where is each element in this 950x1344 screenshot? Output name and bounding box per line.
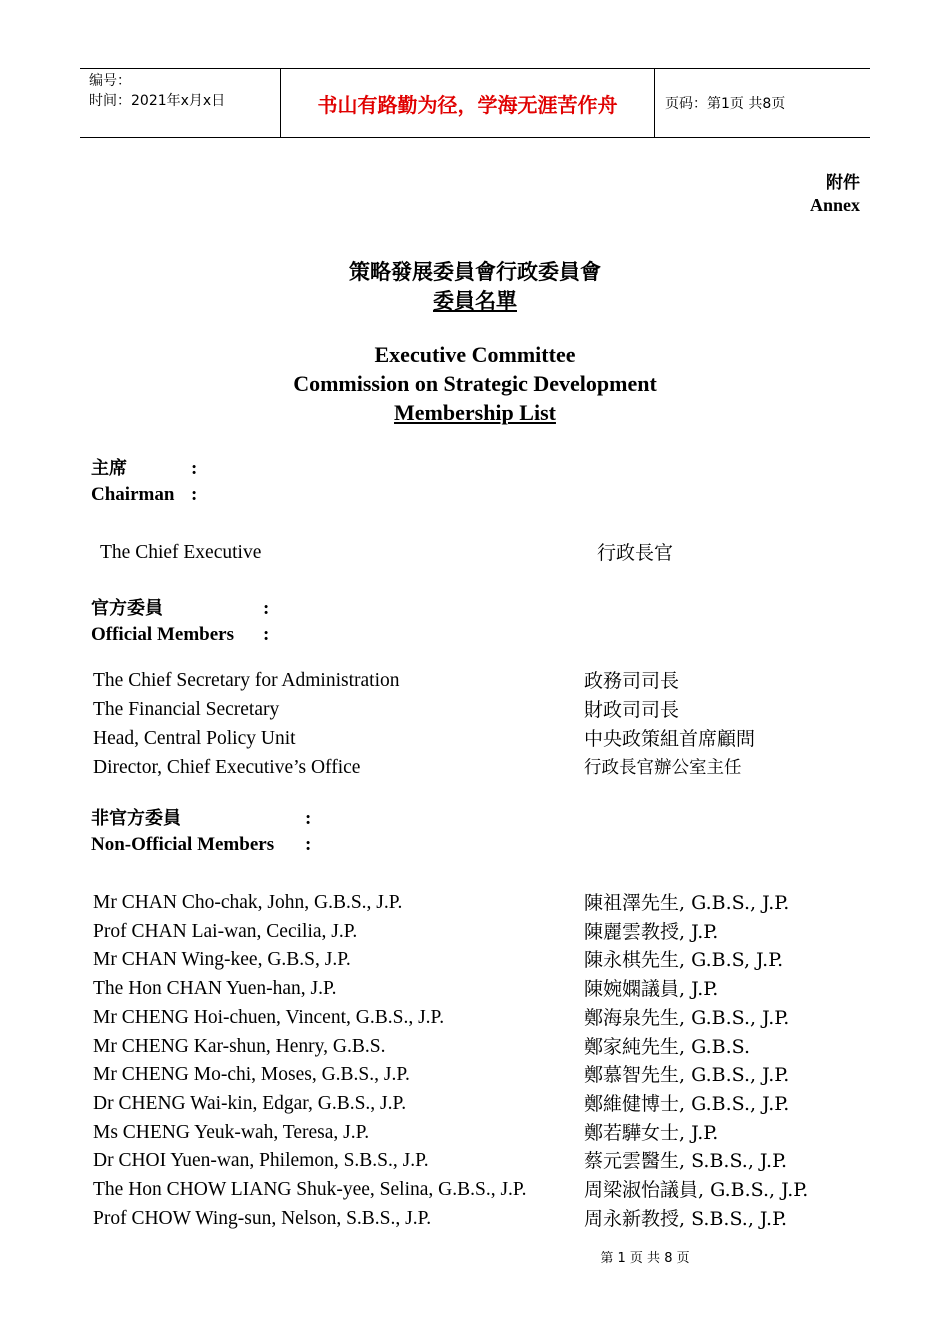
non-official-colon-en: : xyxy=(305,834,312,855)
header-meta-cell xyxy=(80,69,281,137)
header-motto: 书山有路勤为径，学海无涯苦作舟 xyxy=(281,69,655,137)
english-title-line3: Membership List xyxy=(394,400,556,425)
non-official-member-cn: 陳永棋先生, G.B.S, J.P. xyxy=(584,949,784,972)
official-colon-en: : xyxy=(263,624,270,645)
document-number-label: 编号： xyxy=(89,73,131,89)
non-official-member-en: Dr CHENG Wai-kin, Edgar, G.B.S., J.P. xyxy=(93,1092,407,1114)
non-official-member-cn: 鄭家純先生, G.B.S. xyxy=(584,1035,750,1058)
chairman-colon-cn: : xyxy=(191,458,198,479)
non-official-member-en: Prof CHOW Wing-sun, Nelson, S.B.S., J.P. xyxy=(93,1207,432,1229)
chairman-colon-en: : xyxy=(191,484,198,505)
non-official-member-en: Mr CHAN Wing-kee, G.B.S, J.P. xyxy=(93,949,351,971)
non-official-colon-cn: : xyxy=(305,808,312,829)
non-official-member-en: The Hon CHAN Yuen-han, J.P. xyxy=(93,978,337,1000)
non-official-member-cn: 鄭若驊女士, J.P. xyxy=(584,1121,719,1144)
non-official-member-cn: 陳麗雲教授, J.P. xyxy=(584,920,719,943)
official-member-en: Head, Central Policy Unit xyxy=(93,728,296,749)
chinese-title-line1: 策略發展委員會行政委員會 xyxy=(349,260,601,284)
official-heading xyxy=(91,596,270,648)
page-footer: 第 1 页 共 8 页 xyxy=(600,1251,690,1266)
official-member-cn: 中央政策組首席顧問 xyxy=(584,728,756,750)
official-label-en: Official Members xyxy=(91,624,234,645)
non-official-member-en: Mr CHENG Kar-shun, Henry, G.B.S. xyxy=(93,1035,386,1057)
official-member-en: The Chief Secretary for Administration xyxy=(93,670,400,691)
non-official-member-cn: 鄭慕智先生, G.B.S., J.P. xyxy=(584,1064,790,1087)
non-official-member-en: The Hon CHOW LIANG Shuk-yee, Selina, G.B.S., J.P. xyxy=(93,1179,527,1200)
annex-cn: 附件 xyxy=(826,173,860,193)
official-label-cn: 官方委員 xyxy=(91,598,163,619)
non-official-member-cn: 周永新教授, S.B.S., J.P. xyxy=(584,1207,788,1230)
chairman-heading xyxy=(91,456,198,508)
annex-label xyxy=(810,172,860,216)
chairman-label-en: Chairman xyxy=(91,484,175,505)
official-member-en: The Financial Secretary xyxy=(93,699,280,720)
official-member-cn: 財政司司長 xyxy=(584,699,680,721)
chinese-title xyxy=(0,258,950,316)
non-official-member-cn: 鄭海泉先生, G.B.S., J.P. xyxy=(584,1006,790,1029)
english-title xyxy=(0,340,950,427)
english-title-line2: Commission on Strategic Development xyxy=(293,371,657,396)
non-official-label-cn: 非官方委員 xyxy=(91,808,181,829)
header-page-info: 页码：第1页 共8页 xyxy=(665,96,786,112)
non-official-member-en: Mr CHAN Cho-chak, John, G.B.S., J.P. xyxy=(93,892,403,913)
english-title-line1: Executive Committee xyxy=(374,342,576,367)
chairman-label-cn: 主席 xyxy=(91,458,127,479)
non-official-member-en: Dr CHOI Yuen-wan, Philemon, S.B.S., J.P. xyxy=(93,1150,429,1172)
non-official-member-cn: 陳祖澤先生, G.B.S., J.P. xyxy=(584,892,790,914)
document-header xyxy=(80,68,870,138)
non-official-member-en: Prof CHAN Lai-wan, Cecilia, J.P. xyxy=(93,920,358,942)
non-official-member-cn: 周梁淑怡議員, G.B.S., J.P. xyxy=(584,1179,809,1201)
non-official-member-cn: 蔡元雲醫生, S.B.S., J.P. xyxy=(584,1150,788,1173)
non-official-label-en: Non-Official Members xyxy=(91,834,275,855)
non-official-member-en: Mr CHENG Hoi-chuen, Vincent, G.B.S., J.P. xyxy=(93,1006,445,1028)
official-member-cn: 行政長官辦公室主任 xyxy=(584,758,742,778)
non-official-member-en: Ms CHENG Yeuk-wah, Teresa, J.P. xyxy=(93,1121,370,1143)
chairman-name-en: The Chief Executive xyxy=(100,542,262,563)
annex-en: Annex xyxy=(809,195,860,215)
chairman-name-cn: 行政長官 xyxy=(597,542,674,564)
non-official-member-en: Mr CHENG Mo-chi, Moses, G.B.S., J.P. xyxy=(93,1064,410,1086)
non-official-member-cn: 鄭維健博士, G.B.S., J.P. xyxy=(584,1092,790,1115)
document-time-label: 时间：2021年x月x日 xyxy=(89,93,226,109)
official-colon-cn: : xyxy=(263,598,270,619)
non-official-member-cn: 陳婉嫻議員, J.P. xyxy=(584,978,719,1001)
official-member-cn: 政務司司長 xyxy=(584,670,680,692)
chinese-title-line2: 委員名單 xyxy=(433,289,517,313)
official-member-en: Director, Chief Executive’s Office xyxy=(93,757,361,778)
non-official-heading xyxy=(91,806,312,858)
